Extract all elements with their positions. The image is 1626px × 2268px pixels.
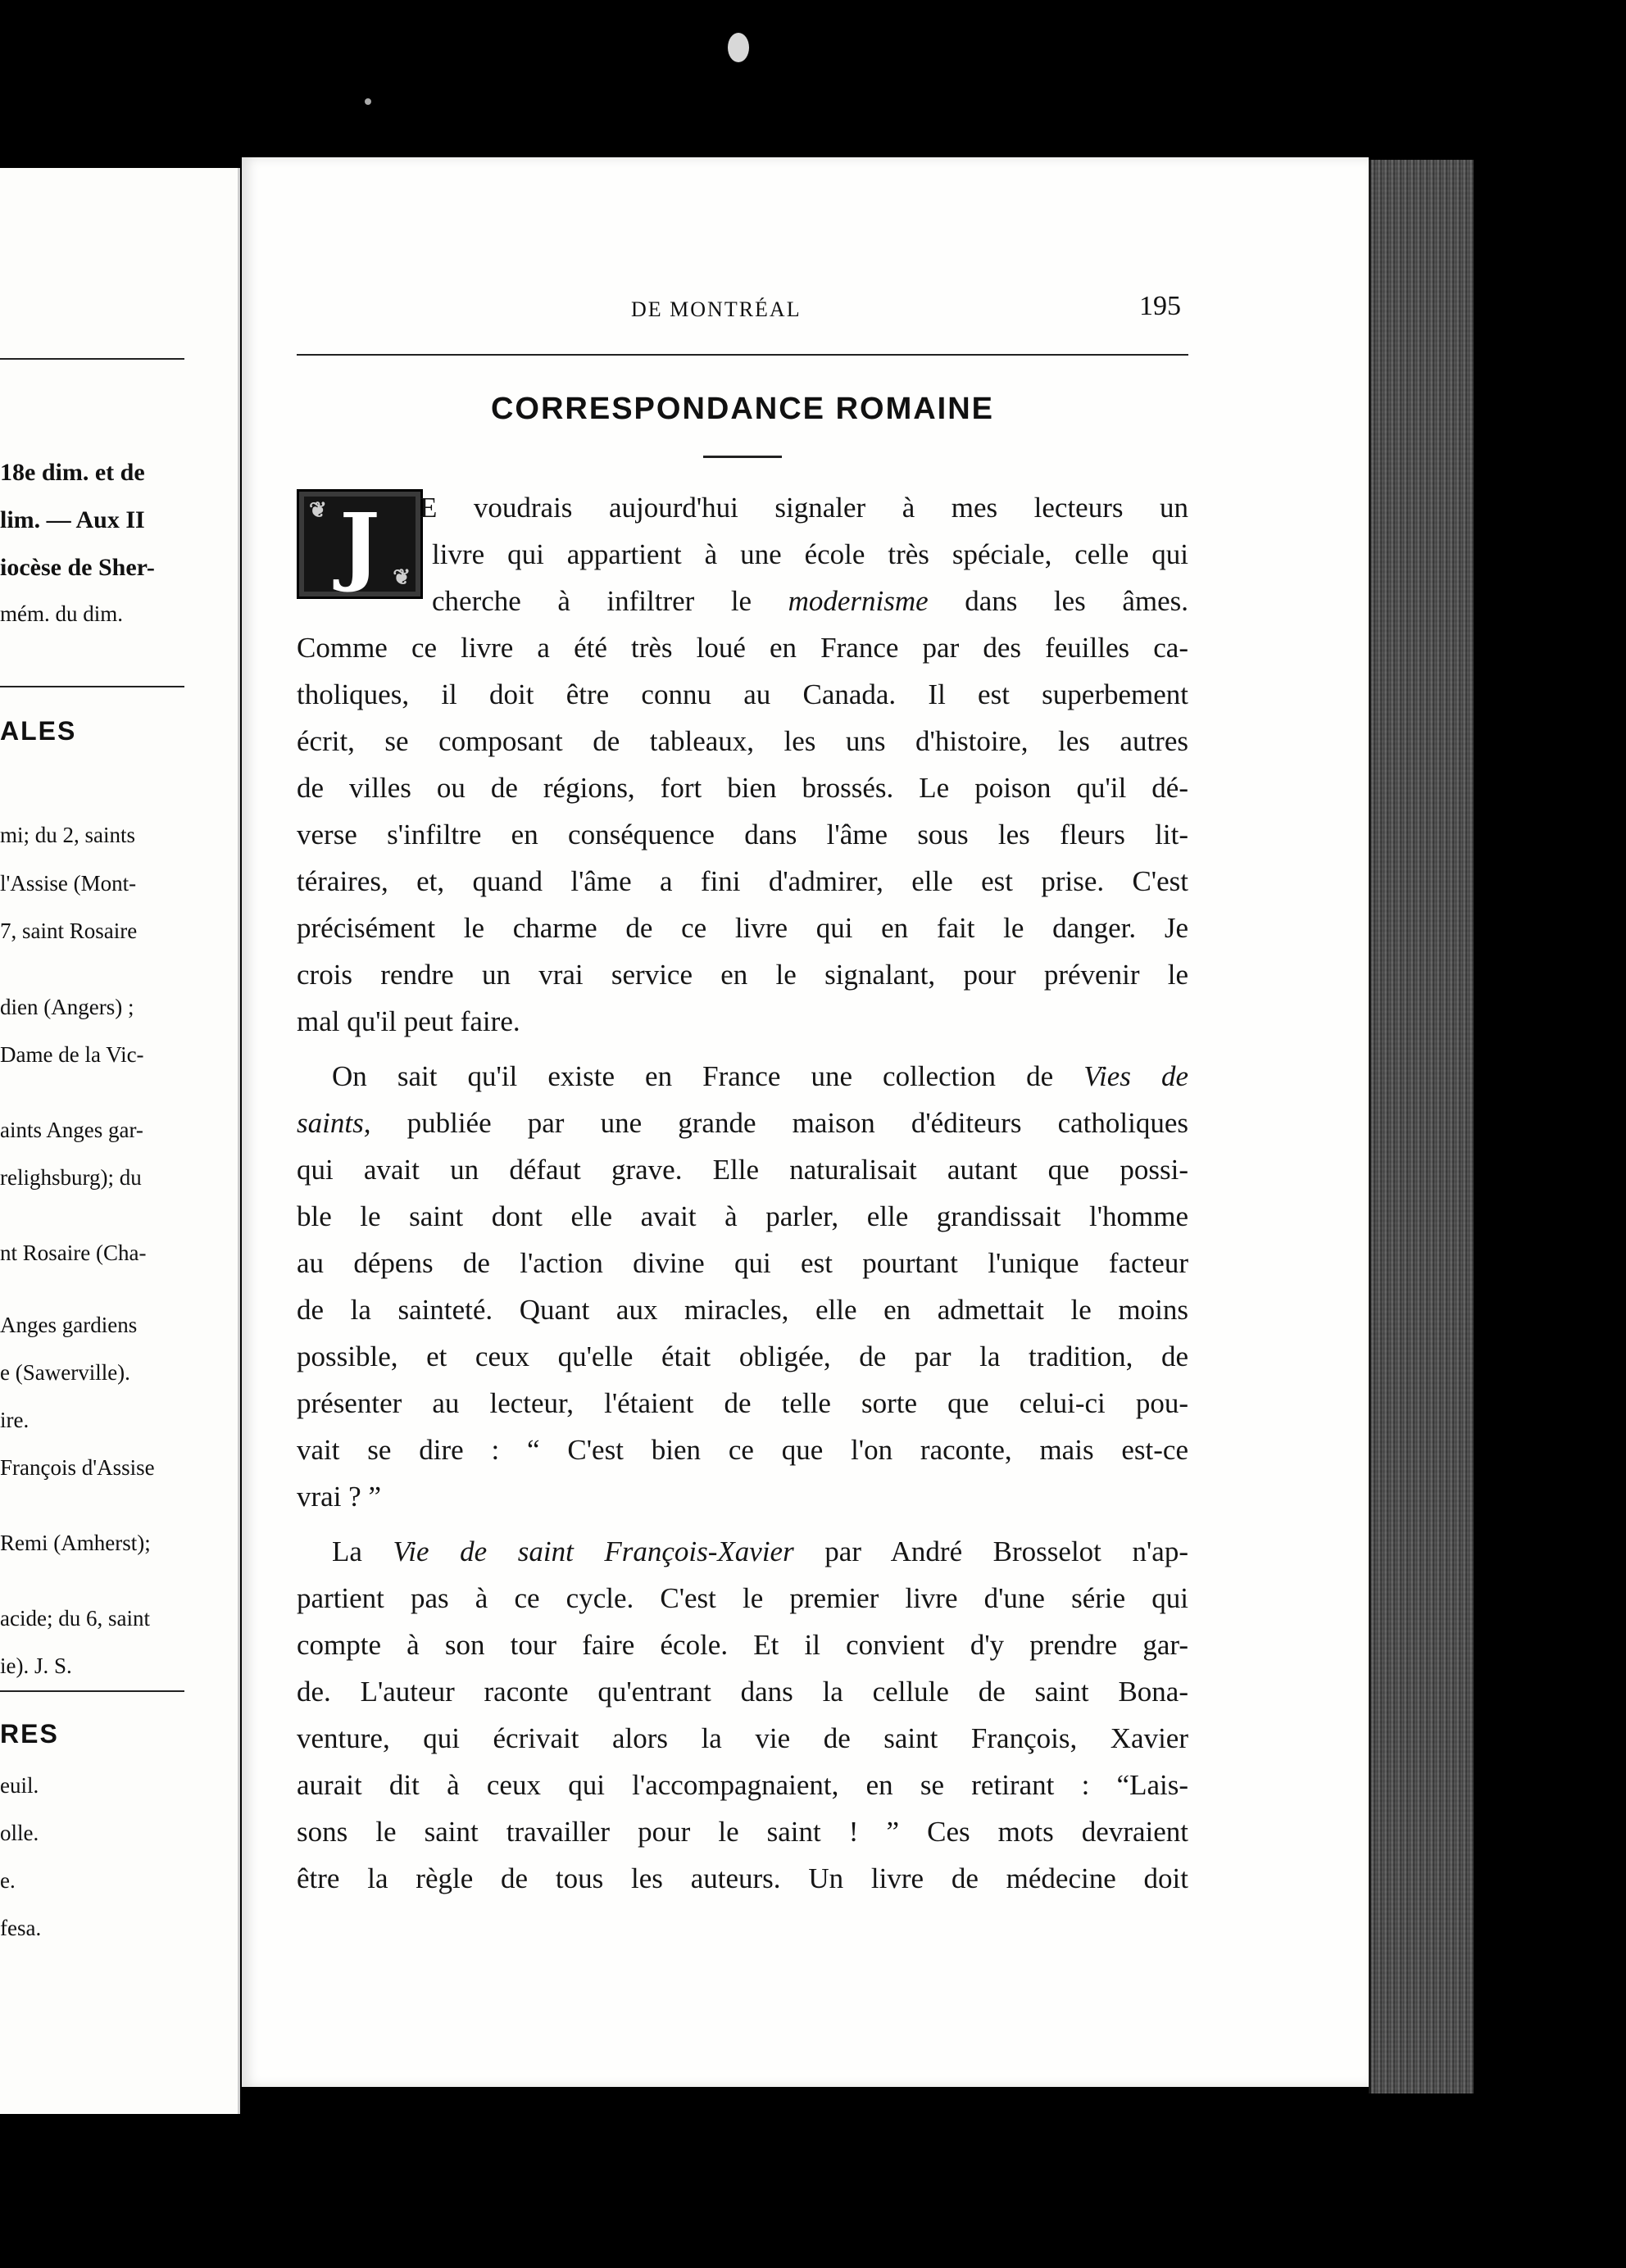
left-page-line: l'Assise (Mont- [0, 871, 137, 896]
text-segment: téraires, et, quand l'âme a fini d'admirer, elle est prise. C'est [297, 865, 1188, 897]
left-facing-page [0, 168, 240, 2114]
body-line [297, 1629, 1188, 1665]
text-segment: être la règle de tous les auteurs. Un livre de médecine doit [297, 1862, 1188, 1894]
text-segment: par André Brosselot n'ap- [793, 1535, 1188, 1567]
body-line [297, 1005, 520, 1038]
text-segment: possible, et ceux qu'elle était obligée, de par la tradition, de [297, 1340, 1188, 1372]
body-line [297, 1107, 1188, 1143]
body-line [297, 725, 1188, 761]
left-page-line: fesa. [0, 1916, 42, 1940]
text-segment: aurait dit à ceux qui l'accompagnaient, en se retirant : “Lais- [297, 1769, 1188, 1801]
body-line [297, 912, 1188, 948]
left-page-line: relighsburg); du [0, 1165, 142, 1190]
text-segment: écrit, se composant de tableaux, les uns d'histoire, les autres [297, 725, 1188, 757]
body-line [297, 1676, 1188, 1712]
page-edges [1369, 160, 1474, 2093]
text-segment: vrai ? ” [297, 1481, 381, 1513]
left-page-line: François d'Assise [0, 1455, 155, 1480]
body-line [432, 538, 1188, 574]
body-line [297, 1434, 1188, 1470]
text-segment: vait se dire : “ C'est bien ce que l'on raconte, mais est-ce [297, 1434, 1188, 1466]
body-line [297, 865, 1188, 901]
text-segment: au dépens de l'action divine qui est pourtant l'unique facteur [297, 1247, 1188, 1279]
body-line [297, 1154, 1188, 1190]
body-line [297, 1862, 1188, 1898]
body-line [332, 1060, 1188, 1096]
left-page-line: olle. [0, 1821, 39, 1845]
left-page-line: Dame de la Vic- [0, 1042, 144, 1067]
text-segment: venture, qui écrivait alors la vie de saint François, Xavier [297, 1722, 1188, 1754]
body-line [420, 492, 1188, 528]
body-line [297, 1200, 1188, 1236]
left-page-line: e (Sawerville). [0, 1360, 130, 1385]
scan-speck [365, 98, 371, 105]
italic-segment: Vie de saint François-Xavier [393, 1535, 794, 1567]
body-line [297, 1582, 1188, 1618]
body-line [297, 1340, 1188, 1377]
text-segment: livre qui appartient à une école très spéciale, celle qui [432, 538, 1188, 570]
left-page-line: mi; du 2, saints [0, 823, 136, 847]
left-page-rule-middle [0, 686, 184, 687]
drop-cap-initial [297, 489, 423, 599]
text-segment: dans les âmes. [928, 585, 1188, 617]
body-line [297, 678, 1188, 714]
text-segment: de la sainteté. Quant aux miracles, elle en admettait le moins [297, 1294, 1188, 1326]
body-line [297, 632, 1188, 668]
text-segment: verse s'infiltre en conséquence dans l'âme sous les fleurs lit- [297, 819, 1188, 850]
left-page-line: acide; du 6, saint [0, 1606, 150, 1631]
header-rule [297, 354, 1188, 356]
left-page-line: nt Rosaire (Cha- [0, 1241, 147, 1265]
body-line [297, 959, 1188, 995]
left-page-line: ALES [0, 716, 77, 746]
body-line [297, 1722, 1188, 1758]
text-segment: crois rendre un vrai service en le signalant, pour prévenir le [297, 959, 1188, 991]
body-line [297, 1816, 1188, 1852]
article-title: CORRESPONDANCE ROMAINE [490, 392, 995, 426]
text-segment: compte à son tour faire école. Et il convient d'y prendre gar- [297, 1629, 1188, 1661]
italic-segment: Vies de [1083, 1060, 1188, 1092]
left-page-line: Remi (Amherst); [0, 1531, 151, 1555]
left-page-line: ie). J. S. [0, 1653, 72, 1678]
text-segment: mal qu'il peut faire. [297, 1005, 520, 1037]
running-head: DE MONTRÉAL [631, 297, 802, 321]
body-line [297, 819, 1188, 855]
left-page-rule-top [0, 358, 184, 360]
body-line [297, 1247, 1188, 1283]
title-rule [703, 456, 782, 458]
text-segment: présenter au lecteur, l'étaient de telle sorte que celui-ci pou- [297, 1387, 1188, 1419]
text-segment: On sait qu'il existe en France une collection de [332, 1060, 1084, 1092]
left-page-line: mém. du dim. [0, 601, 123, 626]
left-page-line: e. [0, 1868, 16, 1893]
text-segment: sons le saint travailler pour le saint ! ” Ces mots devraient [297, 1816, 1188, 1848]
italic-segment: modernisme [788, 585, 929, 617]
body-line [432, 585, 1188, 621]
page-number: 195 [1139, 291, 1181, 321]
left-page-line: euil. [0, 1773, 39, 1798]
left-page-line: iocèse de Sher- [0, 554, 155, 581]
left-page-line: RES [0, 1719, 59, 1749]
text-segment: E voudrais aujourd'hui signaler à mes lecteurs un [420, 492, 1188, 524]
scan-speck [728, 33, 749, 62]
left-page-line: dien (Angers) ; [0, 995, 134, 1019]
text-segment: cherche à infiltrer le [432, 585, 788, 617]
body-line [297, 1769, 1188, 1805]
text-segment: précisément le charme de ce livre qui en fait le danger. Je [297, 912, 1188, 944]
left-page-line: 7, saint Rosaire [0, 919, 138, 943]
body-line [297, 1387, 1188, 1423]
text-segment: Comme ce livre a été très loué en France par des feuilles ca- [297, 632, 1188, 664]
left-page-line: 18e dim. et de [0, 459, 145, 486]
text-segment: de villes ou de régions, fort bien brossés. Le poison qu'il dé- [297, 772, 1188, 804]
left-page-line: aints Anges gar- [0, 1118, 143, 1142]
left-page-rule-bottom [0, 1690, 184, 1692]
text-segment: de. L'auteur raconte qu'entrant dans la cellule de saint Bona- [297, 1676, 1188, 1708]
body-line [297, 1481, 381, 1513]
text-segment: publiée par une grande maison d'éditeurs catholiques [370, 1107, 1188, 1139]
text-segment: partient pas à ce cycle. C'est le premier livre d'une série qui [297, 1582, 1188, 1614]
body-line [332, 1535, 1188, 1572]
body-line [297, 1294, 1188, 1330]
text-segment: ble le saint dont elle avait à parler, elle grandissait l'homme [297, 1200, 1188, 1232]
text-segment: qui avait un défaut grave. Elle naturalisait autant que possi- [297, 1154, 1188, 1186]
text-segment: tholiques, il doit être connu au Canada. Il est superbement [297, 678, 1188, 710]
left-page-line: ire. [0, 1408, 30, 1432]
body-line [297, 772, 1188, 808]
left-page-line: Anges gardiens [0, 1313, 138, 1337]
text-segment: La [332, 1535, 393, 1567]
drop-cap-letter: ❦ J [339, 493, 380, 595]
left-page-line: lim. — Aux II [0, 506, 145, 533]
italic-segment: saints, [297, 1107, 371, 1139]
